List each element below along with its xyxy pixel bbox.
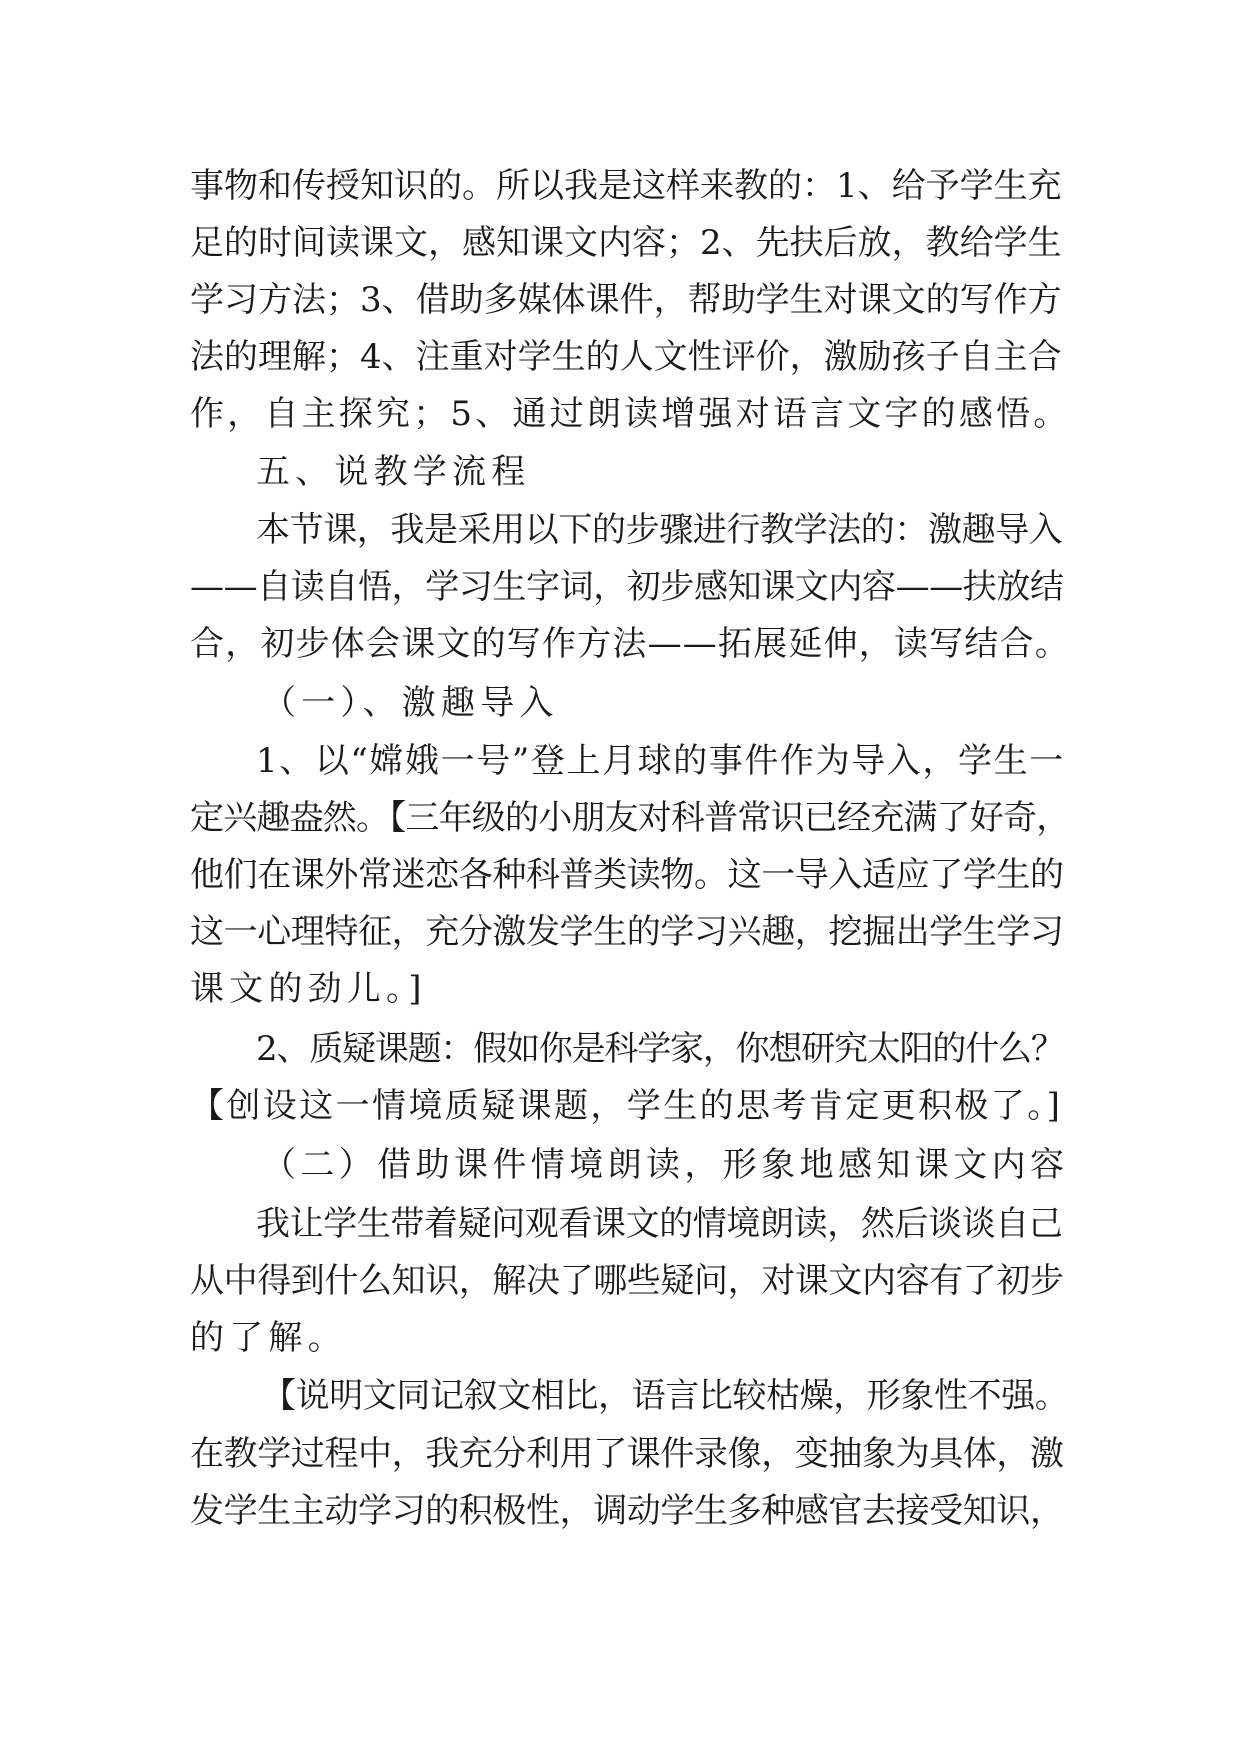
paragraph-line: 从中得到什么知识，解决了哪些疑问，对课文内容有了初步 — [190, 1261, 1064, 1301]
paragraph-line: 定兴趣盎然。【三年级的小朋友对科普常识已经充满了好奇， — [190, 798, 1070, 838]
paragraph-line: 2、质疑课题：假如你是科学家，你想研究太阳的什么？ — [256, 1029, 1064, 1069]
paragraph-line: 这一心理特征，充分激发学生的学习兴趣，挖掘出学生学习 — [190, 912, 1064, 952]
paragraph-line: 在教学过程中，我充分利用了课件录像，变抽象为具体，激 — [190, 1434, 1064, 1474]
paragraph-line: 本节课，我是采用以下的步骤进行教学法的：激趣导入 — [256, 510, 1063, 550]
paragraph-line: 我让学生带着疑问观看课文的情境朗读，然后谈谈自己 — [256, 1204, 1063, 1244]
paragraph-line: 他们在课外常迷恋各种科普类读物。这一导入适应了学生的 — [190, 855, 1064, 895]
paragraph-line: 【说明文同记叙文相比，语言比较枯燥，形象性不强。 — [262, 1376, 1069, 1416]
subsection-heading: （二）借助课件情境朗读，形象地感知课文内容 — [262, 1145, 1069, 1185]
subsection-heading: （一）、激趣导入 — [262, 683, 559, 723]
section-heading: 五、说教学流程 — [256, 452, 531, 492]
paragraph-line: 课文的劲儿。] — [190, 969, 427, 1009]
paragraph-line: 作，自主探究；5、通过朗读增强对语言文字的感悟。 — [190, 394, 1071, 434]
paragraph-line: 的了解。 — [190, 1318, 347, 1358]
paragraph-line: 合，初步体会课文的写作方法——拓展延伸，读写结合。 — [190, 624, 1070, 664]
paragraph-line: 发学生主动学习的积极性，调动学生多种感官去接受知识， — [190, 1491, 1064, 1531]
paragraph-line: 法的理解；4、注重对学生的人文性评价，激励孩子自主合 — [190, 337, 1062, 377]
paragraph-line: 【创设这一情境质疑课题，学生的思考肯定更积极了。] — [190, 1086, 1063, 1126]
paragraph-line: 1、以“嫦娥一号”登上月球的事件作为导入，学生一 — [256, 741, 1065, 781]
paragraph-line: 事物和传授知识的。所以我是这样来教的：1、给予学生充 — [190, 166, 1062, 206]
paragraph-line: 足的时间读课文，感知课文内容；2、先扶后放，教给学生 — [190, 223, 1062, 263]
paragraph-line: 学习方法；3、借助多媒体课件，帮助学生对课文的写作方 — [190, 280, 1062, 320]
paragraph-line: ——自读自悟，学习生字词，初步感知课文内容——扶放结 — [190, 567, 1064, 607]
